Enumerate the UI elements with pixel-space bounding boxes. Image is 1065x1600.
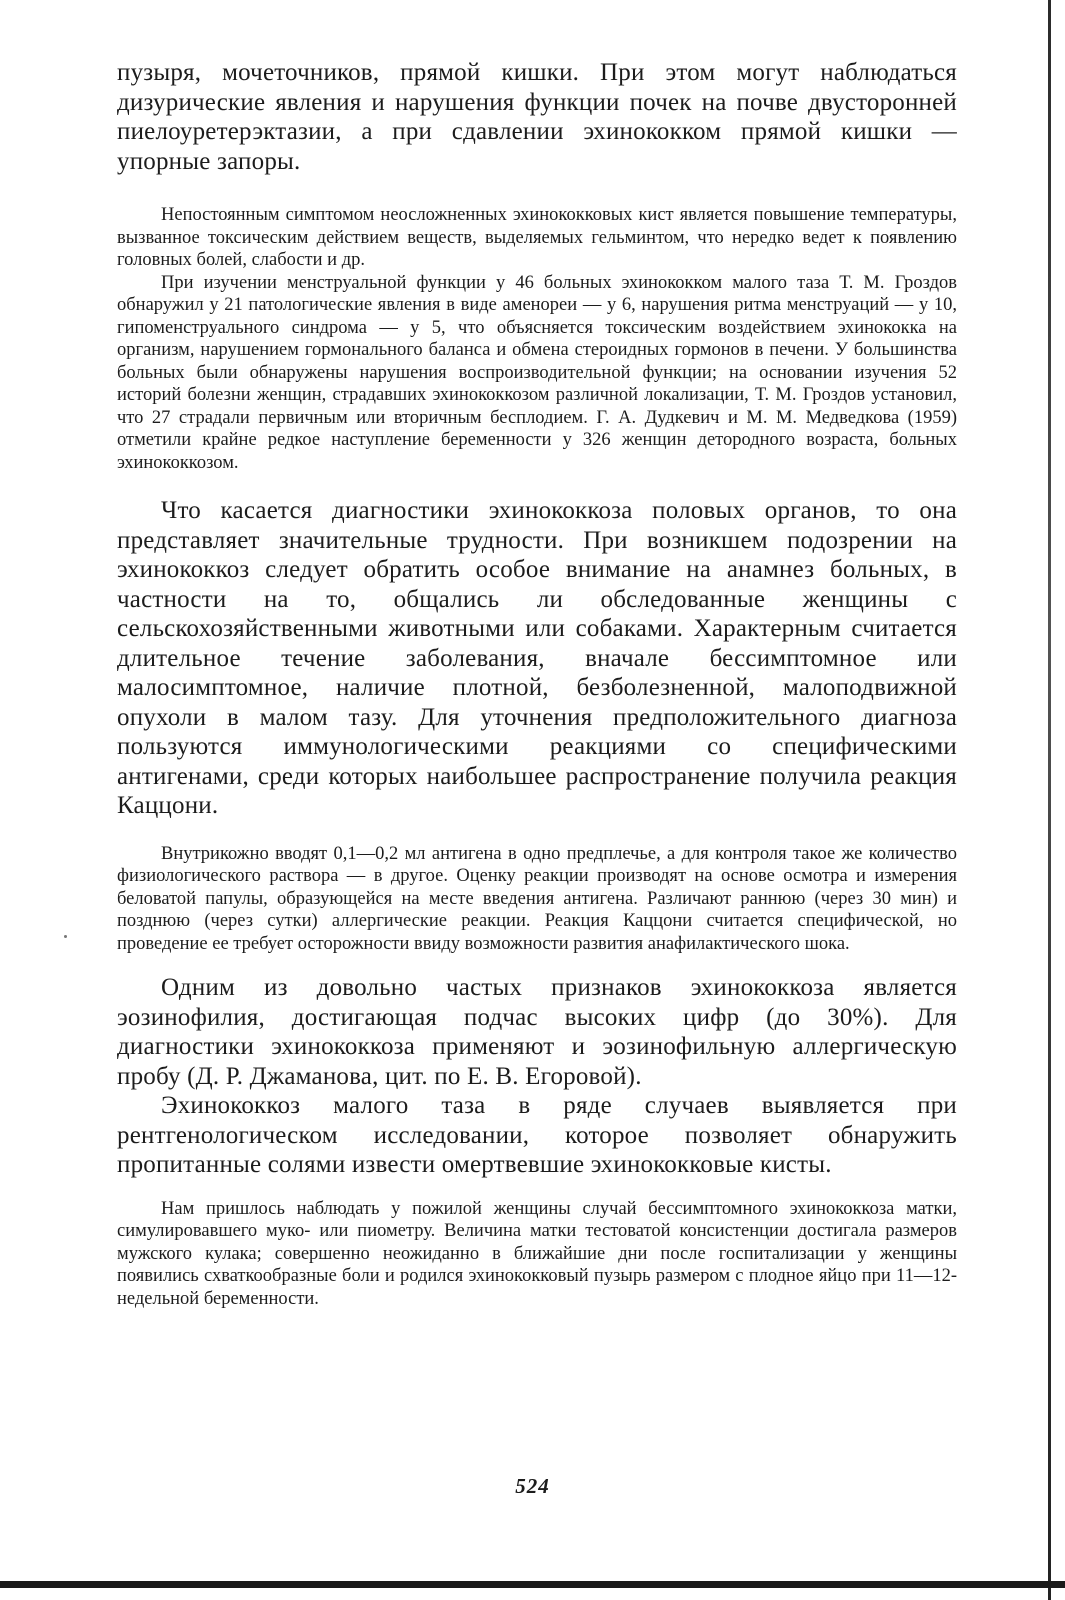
paragraph-radiology: Эхинококкоз малого таза в ряде случаев выявляется при рентгенологическом исследовании, которое позволяет обнаружить пропитанные солями извести омертвевшие эхинококковые кисты.: [117, 1092, 957, 1178]
page-content: [117, 58, 957, 1310]
page-number: 524: [515, 1474, 550, 1498]
paragraph-continuation: пузыря, мочеточников, прямой кишки. При этом могут наблюдаться дизурические явления и нарушения функции почек на почве двусторонней пиелоуретерэктазии, а при сдавлении эхинококком прямой кишки — упорные запоры.: [117, 59, 957, 175]
paragraph-eosinophilia: Одним из довольно частых признаков эхинококкоза является эозинофилия, достигающая подчас высоких цифр (до 30%). Для диагностики эхинококкоза применяют и эозинофильную аллергическую пробу (Д. Р. Джаманова, цит. по Е. В. Егоровой).: [117, 974, 957, 1090]
smallprint-menstrual-function: При изучении менструальной функции у 46 больных эхинококком малого таза Т. М. Гроздов обнаружил у 21 патологические явления в виде аменореи — у 6, нарушения ритма менструаций — у 10, гипоменструального синдрома — у 5, что объясняется токсическим воздействием эхинококка на организм, нарушением гормонального баланса и обмена стероидных гормонов в печени. У большинства больных были обнаружены нарушения воспроизводительной функции; на основании изучения 52 историй болезни женщин, страдавших эхинококкозом различной локализации, Т. М. Гроздов установил, что 27 страдали первичным или вторичным бесплодием. Г. А. Дудкевич и М. М. Медведкова (1959) отметили крайне редкое наступление беременности у 326 женщин детородного возраста, больных эхинококкозом.: [117, 272, 957, 473]
smallprint-kazzoni-test: Внутрикожно вводят 0,1—0,2 мл антигена в одно предплечье, а для контроля такое же количество физиологического раствора — в другое. Оценку реакции производят на основе осмотра и измерения беловатой папулы, образующейся на месте введения антигена. Различают раннюю (через 30 мин) и позднюю (через сутки) аллергические реакции. Реакция Каццони считается специфической, но проведение ее требует осторожности ввиду возможности развития анафилактического шока.: [117, 843, 957, 954]
smallprint-case-report: Нам пришлось наблюдать у пожилой женщины случай бессимптомного эхинококкоза матки, симулировавшего муко- или пиометру. Величина матки тестоватой консистенции достигала размеров мужского кулака; совершенно неожиданно в ближайшие дни после госпитализации у женщины появились схваткообразные боли и родился эхинококковый пузырь размером с плодное яйцо при 11—12-недельной беременности.: [117, 1198, 957, 1309]
paragraph-diagnostics: Что касается диагностики эхинококкоза половых органов, то она представляет значительные трудности. При возникшем подозрении на эхинококкоз следует обратить особое внимание на анамнез больных, в частности на то, общались ли обследованные женщины с сельскохозяйственными животными или собаками. Характерным считается длительное течение заболевания, вначале бессимптомное или малосимптомное, наличие плотной, безболезненной, малоподвижной опухоли в малом тазу. Для уточнения предположительного диагноза пользуются иммунологическими реакциями со специфическими антигенами, среди которых наибольшее распространение получила реакция Каццони.: [117, 497, 957, 819]
smallprint-temperature: Непостоянным симптомом неосложненных эхинококковых кист является повышение температуры, вызванное токсическим действием веществ, выделяемых гельминтом, что нередко ведет к появлению головных болей, слабости и др.: [117, 205, 957, 270]
scan-edge-bottom: [0, 1581, 1065, 1588]
scan-edge-right: [1048, 0, 1051, 1600]
scan-speck: [64, 935, 67, 938]
